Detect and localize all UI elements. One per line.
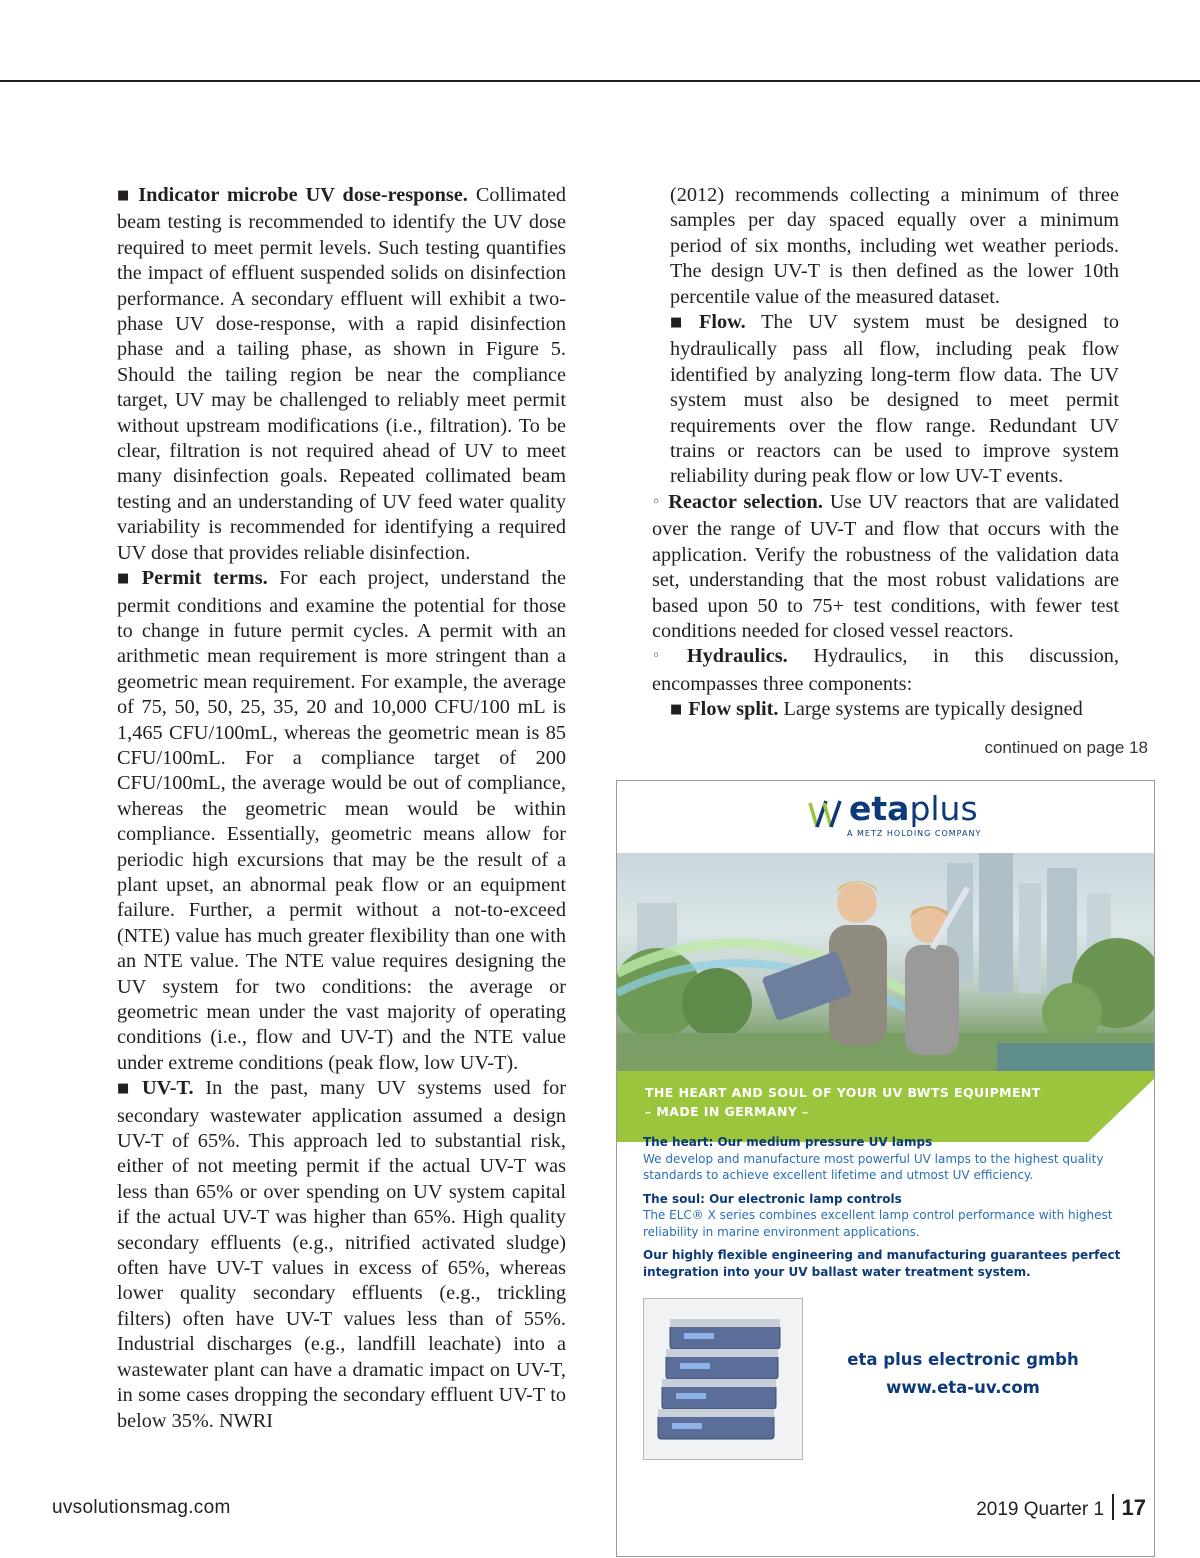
soul-title: The soul: Our electronic lamp controls [643, 1191, 902, 1206]
paragraph-label: Flow split. [688, 698, 779, 721]
footer-divider [1112, 1494, 1114, 1520]
closing-text: Our highly flexible engineering and manufacturing guarantees perfect integration into your UV ballast water treatment system. [643, 1248, 1121, 1279]
paragraph-label: Indicator microbe UV dose-response. [138, 184, 468, 206]
paragraph-text: Collimated beam testing is recommended to identify the UV dose required to meet permit levels. Such testing quantifies the impact of effluent suspended solids on disinfection performance. A secondary effluent will exhibit a two-phase UV dose-response, with a rapid disinfection phase and a tailing phase, as shown in Figure 5. Should the tailing region be near the compliance target, UV may be challenged to reliably meet permit without upstream modifications (i.e., filtration). To be clear, filtration is not required ahead of UV to meet many disinfection goals. Repeated collimated beam testing and an understanding of UV feed water quality variability is recommended for identifying a required UV dose that provides reliable disinfection. [117, 184, 566, 564]
paragraph-reactor-selection [652, 490, 1119, 644]
header-rule [0, 80, 1200, 82]
paragraph-flow-split [652, 697, 1119, 724]
logo-plus-text: plus [909, 789, 978, 828]
square-bullet-icon: ■ [670, 702, 683, 718]
company-contact [823, 1346, 1103, 1402]
paragraph-label: Flow. [698, 311, 746, 334]
paragraph-text: Use UV reactors that are validated over the range of UV-T and flow that occurs with the application. Verify the robustness of the validation data set, understanding that the most robust validations are based upon 50 to 75+ test conditions, with fewer test conditions needed for closed vessel reactors. [652, 490, 1119, 642]
heart-text: We develop and manufacture most powerful UV lamps to the highest quality standards to achieve excellent lifetime and utmost UV efficiency. [643, 1151, 1104, 1182]
circle-bullet-icon: ◦ [652, 648, 681, 665]
left-text-column [117, 183, 566, 1434]
ad-banner-headline [645, 1083, 1085, 1121]
square-bullet-icon: ■ [117, 1081, 136, 1097]
eta-plus-wave-icon [806, 797, 846, 831]
paragraph-label: Hydraulics. [686, 645, 788, 668]
lamp-controller-product-image [643, 1298, 803, 1460]
square-bullet-icon: ■ [117, 188, 133, 203]
paragraph-uvt [117, 1076, 566, 1434]
right-text-column [652, 183, 1119, 725]
paragraph-label: UV-T. [141, 1077, 194, 1100]
paragraph-text: Hydraulics, in this discussion, encompasses three components: [652, 645, 1120, 695]
logo-eta-text: eta [849, 789, 910, 828]
page-number: 17 [1121, 1495, 1146, 1520]
footer-issue-page [976, 1494, 1146, 1521]
paragraph-continued: (2012) recommends collecting a minimum of three samples per day spaced equally over a minimum period of six months, including wet weather periods. The design UV-T is then defined as the lower 10th percentile value of the measured dataset. [670, 184, 1119, 308]
company-name: eta plus electronic gmbh [847, 1350, 1079, 1369]
paragraph-text: Large systems are typically designed [783, 698, 1083, 721]
soul-text: The ELC® X series combines excellent lamp control performance with highest reliability in marine environment applications. [643, 1208, 1113, 1239]
paragraph-label: Permit terms. [141, 567, 268, 590]
paragraph-permit-terms [117, 566, 566, 1076]
circle-bullet-icon: ◦ [652, 493, 663, 510]
paragraph-text: For each project, understand the permit conditions and examine the potential for those to change in future permit cycles. A permit with an arithmetic mean requirement is more stringent than a geometric mean requirement. For example, the average of 75, 50, 50, 25, 35, 20 and 10,000 CFU/100 mL is 1,465 CFU/100mL, whereas the geometric mean is 85 CFU/100mL. For a compliance target of 200 CFU/100mL, the average would be out of compliance, whereas the geometric mean would be within compliance. Essentially, geometric means allow for periodic high excursions that may be the result of a plant upset, an abnormal peak flow or an equipment failure. Further, a permit without a not-to-exceed (NTE) value has much greater flexibility than one with an NTE value. The NTE value requires designing the UV system for two conditions: the average or geometric mean under the vast majority of operating conditions (i.e., flow and UV-T) and the NTE value under extreme conditions (peak flow, low UV-T). [117, 567, 566, 1074]
square-bullet-icon: ■ [670, 315, 693, 331]
ad-photo-two-women-with-uv-equipment [617, 853, 1154, 1073]
banner-line-2: – MADE IN GERMANY – [645, 1104, 809, 1119]
paragraph-hydraulics [652, 644, 1119, 697]
issue-label: 2019 Quarter 1 [976, 1499, 1105, 1520]
heart-title: The heart: Our medium pressure UV lamps [643, 1135, 933, 1149]
continued-note: continued on page 18 [984, 738, 1148, 757]
eta-plus-logo [617, 781, 1154, 853]
paragraph-dose-response [117, 183, 566, 566]
paragraph-label: Reactor selection. [668, 490, 823, 513]
banner-line-1: THE HEART AND SOUL OF YOUR UV BWTS EQUIPMENT [645, 1085, 1041, 1100]
paragraph-text: The UV system must be designed to hydraulically pass all flow, including peak flow identified by analyzing long-term flow data. The UV system must also be designed to meet permit requirements over the flow range. Redundant UV trains or reactors can be used to improve system reliability during peak flow or low UV-T events. [670, 311, 1119, 488]
footer-site-url[interactable]: uvsolutionsmag.com [52, 1497, 231, 1518]
square-bullet-icon: ■ [117, 571, 136, 587]
company-website-link[interactable]: www.eta-uv.com [886, 1378, 1040, 1397]
paragraph-text: In the past, many UV systems used for secondary wastewater application assumed a design UV-T of 65%. This approach led to substantial risk, either of not meeting permit if the actual UV-T was less than 65% or over spending on UV system capital if the actual UV-T was higher than 65%. High quality secondary effluents (e.g., nitrified activated sludge) often have UV-T values in excess of 65%, whereas lower quality secondary effluents (e.g., trickling filters) often have UV-T values less than of 55%. Industrial discharges (e.g., landfill leachate) into a wastewater plant can have a dramatic impact on UV-T, in some cases dropping the secondary effluent UV-T to below 35%. NWRI [117, 1077, 566, 1432]
advertisement[interactable] [616, 780, 1155, 1144]
logo-subtitle: A METZ HOLDING COMPANY [847, 829, 982, 838]
paragraph-flow [652, 310, 1119, 490]
